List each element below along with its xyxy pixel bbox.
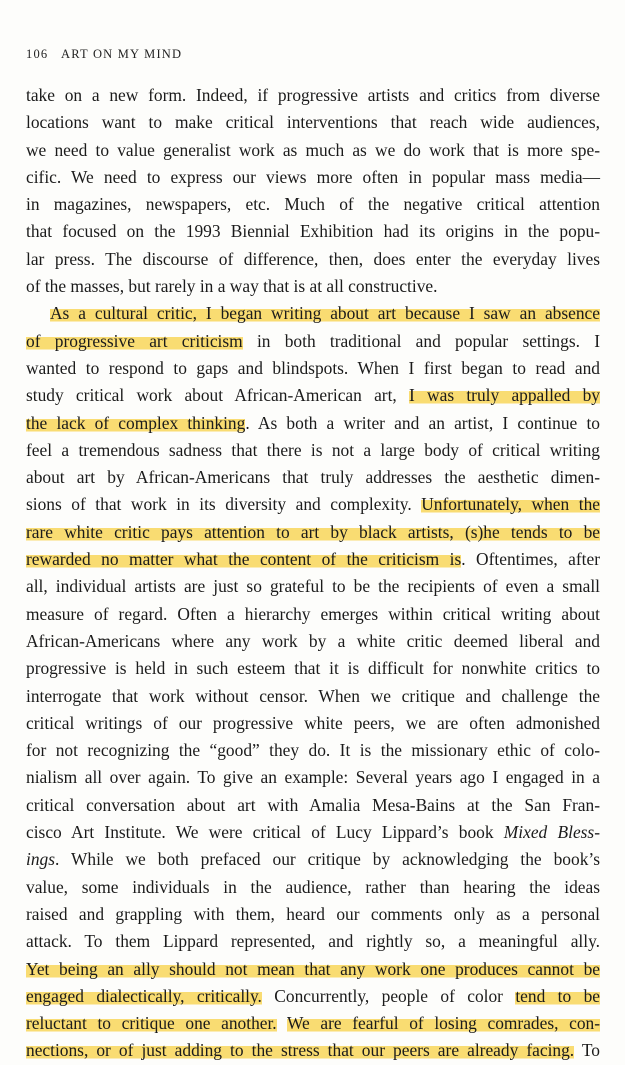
text-line [26, 410, 600, 437]
line-text: in magazines, newspapers, etc. Much of the negative critical attention [26, 194, 600, 215]
text-line [26, 191, 600, 218]
highlighted-text: engaged dialectically, critically. [26, 985, 262, 1006]
line-text: interrogate that work without censor. When we critique and challenge the [26, 685, 600, 706]
highlighted-text: the lack of complex thinking [26, 412, 246, 433]
line-text: . As both a writer and an artist, I continue to [245, 412, 600, 433]
text-line [26, 546, 600, 573]
highlighted-text: tend to be [515, 985, 600, 1006]
text-line [26, 628, 600, 655]
body-text [26, 82, 600, 1065]
highlighted-text: rewarded no matter what the content of the criticism is [26, 549, 462, 570]
text-line [26, 437, 600, 464]
highlighted-text: reluctant to critique one another. [26, 1013, 277, 1034]
line-text: attack. To them Lippard represented, and rightly so, a meaningful ally. [26, 931, 600, 952]
text-line [26, 846, 600, 873]
text-line [26, 901, 600, 928]
line-text: . While we both prefaced our critique by acknowledging the book’s [55, 849, 600, 870]
line-text: cisco Art Institute. We were critical of Lucy Lippard’s book [26, 822, 504, 843]
highlighted-text: Unfortunately, when the [421, 494, 600, 515]
line-text: critical conversation about art with Amalia Mesa-Bains at the San Fran- [26, 794, 600, 815]
line-text: we need to value generalist work as much as we do work that is more spe- [26, 139, 600, 160]
text-line [26, 928, 600, 955]
line-text: progressive is held in such esteem that it is difficult for nonwhite critics to [26, 658, 600, 679]
text-line [26, 601, 600, 628]
line-text: about art by African-Americans that truly addresses the aesthetic dimen- [26, 467, 600, 488]
line-text: measure of regard. Often a hierarchy emerges within critical writing about [26, 603, 600, 624]
text-line [26, 328, 600, 355]
text-line [26, 764, 600, 791]
highlighted-text: We are fearful of losing comrades, con- [287, 1013, 600, 1034]
text-line [26, 109, 600, 136]
text-line [26, 273, 600, 300]
line-text: that focused on the 1993 Biennial Exhibition had its origins in the popu- [26, 221, 600, 242]
text-line [26, 246, 600, 273]
line-text: lar press. The discourse of difference, then, does enter the everyday lives [26, 248, 600, 269]
book-title: ART ON MY MIND [61, 47, 183, 61]
highlighted-text: As a cultural critic, I began writing about art because I saw an absence [50, 303, 600, 324]
text-line [26, 137, 600, 164]
line-text: sions of that work in its diversity and complexity. [26, 494, 422, 515]
highlighted-text: rare white critic pays attention to art by black artists, (s)he tends to be [26, 521, 600, 542]
text-line [26, 491, 600, 518]
text-line [26, 218, 600, 245]
text-line [26, 956, 600, 983]
text-line [26, 683, 600, 710]
italic-title-text: ings [26, 849, 55, 870]
line-text: African-Americans where any work by a white critic deemed liberal and [26, 630, 600, 651]
line-text [277, 1013, 287, 1033]
line-text: To [574, 1040, 600, 1061]
running-head [26, 47, 182, 62]
line-text: study critical work about African-American art, [26, 385, 410, 406]
text-line [26, 655, 600, 682]
highlighted-text: I was truly appalled by [409, 385, 600, 406]
page-number: 106 [26, 47, 49, 61]
line-text: in both traditional and popular settings. I [242, 330, 600, 351]
text-line [26, 573, 600, 600]
highlighted-text: Yet being an ally should not mean that any work one produces cannot be [26, 958, 600, 979]
line-text: of the masses, but rarely in a way that is at all constructive. [26, 276, 438, 297]
line-text: all, individual artists are just so grateful to be the recipients of even a small [26, 576, 600, 597]
text-line [26, 1037, 600, 1064]
text-line [26, 792, 600, 819]
line-text: critical writings of our progressive white peers, we are often admonished [26, 712, 600, 733]
text-line [26, 819, 600, 846]
text-line [26, 464, 600, 491]
line-text: locations want to make critical interventions that reach wide audiences, [26, 112, 600, 133]
text-line [26, 983, 600, 1010]
highlighted-text: nections, or of just adding to the stress that our peers are already facing. [26, 1040, 575, 1061]
text-line [26, 737, 600, 764]
text-line [26, 519, 600, 546]
line-text: Concurrently, people of color [261, 985, 516, 1006]
text-line [26, 355, 600, 382]
text-line [26, 710, 600, 737]
line-text: feel a tremendous sadness that there is not a large body of critical writing [26, 439, 600, 460]
highlighted-text: of progressive art criticism [26, 330, 243, 351]
text-line [26, 82, 600, 109]
text-line [26, 164, 600, 191]
line-text: wanted to respond to gaps and blindspots. When I first began to read and [26, 357, 600, 378]
line-text: take on a new form. Indeed, if progressive artists and critics from diverse [26, 85, 600, 105]
text-line [26, 874, 600, 901]
line-text: for not recognizing the “good” they do. It is the missionary ethic of colo- [26, 740, 600, 761]
text-line [26, 300, 600, 327]
line-text: value, some individuals in the audience, rather than hearing the ideas [26, 876, 600, 897]
line-text: . Oftentimes, after [461, 549, 601, 570]
italic-title-text: Mixed Bless- [503, 822, 600, 843]
line-text: cific. We need to express our views more often in popular mass media— [26, 166, 600, 187]
line-text: raised and grappling with them, heard our comments only as a personal [26, 903, 600, 924]
text-line [26, 382, 600, 409]
line-text: nialism all over again. To give an example: Several years ago I engaged in a [26, 767, 600, 788]
